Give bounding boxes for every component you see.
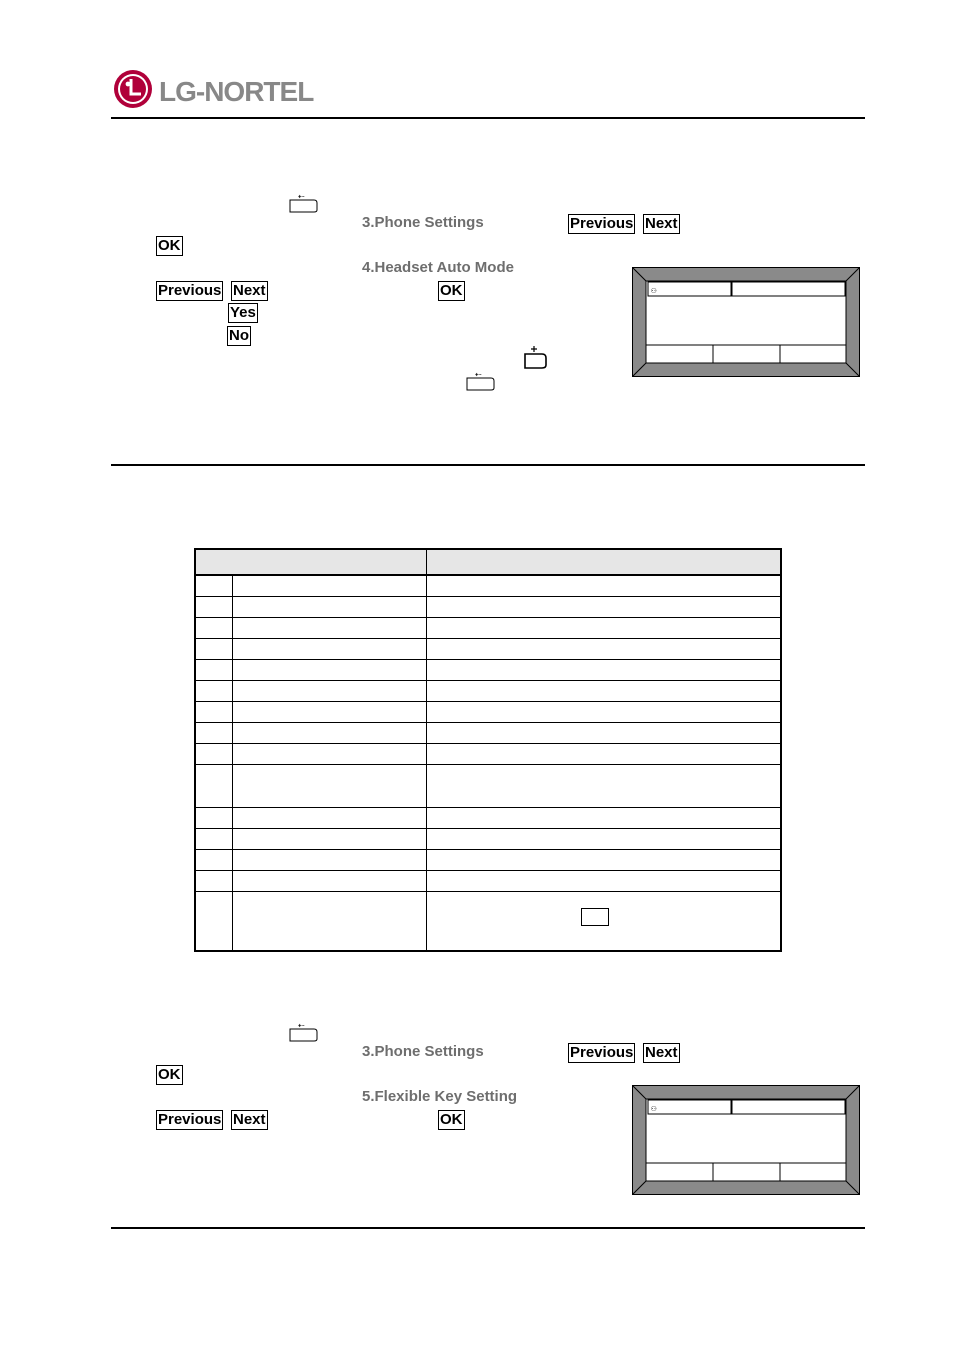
flexible-key-table: [194, 548, 782, 952]
table-row: [195, 618, 781, 639]
menu-phone-settings: 3.Phone Settings: [362, 1043, 484, 1060]
menu-flexible-key-setting: 5.Flexible Key Setting: [362, 1088, 518, 1105]
no-key[interactable]: No: [229, 327, 249, 344]
svg-text:⇠: ⇠: [475, 370, 482, 379]
menu-icon: [288, 1020, 318, 1047]
ok-key[interactable]: OK: [440, 1111, 463, 1128]
header-rule: [111, 117, 865, 119]
menu-headset-auto-mode: 4.Headset Auto Mode: [362, 259, 514, 276]
table-row: [195, 850, 781, 871]
table-row: [195, 829, 781, 850]
section-rule: [111, 464, 865, 466]
lcd-display: [632, 1085, 860, 1195]
previous-key[interactable]: Previous: [158, 1111, 222, 1128]
menu-phone-settings: 3.Phone Settings: [362, 214, 484, 231]
svg-text:⇠: ⇠: [298, 1021, 305, 1030]
table-header-row: [195, 549, 781, 575]
menu-icon: [465, 369, 495, 396]
next-key[interactable]: Next: [645, 215, 678, 232]
table-row: [195, 892, 781, 952]
svg-text:⚇: ⚇: [651, 286, 657, 296]
ok-key[interactable]: OK: [440, 282, 463, 299]
table-row: [195, 660, 781, 681]
yes-key[interactable]: Yes: [230, 304, 256, 321]
speaker-icon: [522, 344, 548, 375]
table-row: [195, 871, 781, 892]
table-row: [195, 765, 781, 808]
previous-key[interactable]: Previous: [570, 1044, 634, 1061]
table-header-cell: [195, 549, 427, 575]
next-key[interactable]: Next: [233, 1111, 266, 1128]
svg-text:LG-NORTEL: LG-NORTEL: [159, 76, 314, 107]
previous-key[interactable]: Previous: [570, 215, 634, 232]
menu-icon: [288, 191, 318, 218]
table-header-cell: [427, 549, 782, 575]
table-row: [195, 744, 781, 765]
footer-rule: [111, 1227, 865, 1229]
table-row: [195, 723, 781, 744]
blank-key-box: [581, 908, 609, 926]
next-key[interactable]: Next: [645, 1044, 678, 1061]
ok-key[interactable]: OK: [158, 237, 181, 254]
table-row: [195, 575, 781, 597]
svg-text:⚇: ⚇: [651, 1104, 657, 1114]
logo: [111, 68, 351, 110]
table-row: [195, 808, 781, 829]
lg-nortel-logo: [111, 68, 351, 110]
table-row: [195, 681, 781, 702]
previous-key[interactable]: Previous: [158, 282, 222, 299]
table-row: [195, 702, 781, 723]
table-row: [195, 597, 781, 618]
ok-key[interactable]: OK: [158, 1066, 181, 1083]
table-row: [195, 639, 781, 660]
svg-text:⇠: ⇠: [298, 192, 305, 201]
next-key[interactable]: Next: [233, 282, 266, 299]
lcd-display: [632, 267, 860, 377]
